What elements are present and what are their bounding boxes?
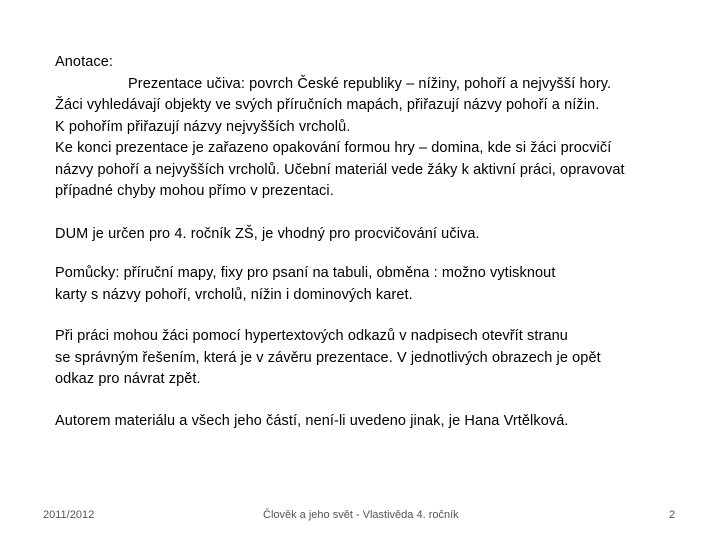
aids-line: karty s názvy pohoří, vrcholů, nížin i dominových karet.: [55, 286, 413, 303]
annotation-line: Ke konci prezentace je zařazeno opakování formou hry – domina, kde si žáci procvičí: [55, 140, 612, 156]
hyperlinks-line: se správným řešením, která je v závěru prezentace. V jednotlivých obrazech je opět: [55, 349, 601, 366]
annotation-line: Prezentace učiva: povrch České republiky – nížiny, pohoří a nejvyšší hory.: [128, 75, 612, 92]
target-section: [55, 224, 695, 246]
annotation-line: Žáci vyhledávají objekty ve svých příručních mapách, přiřazují názvy pohoří a nížin.: [55, 97, 600, 113]
annotation-line: názvy pohoří a nejvyšších vrcholů. Učební materiál vede žáky k aktivní práci, opravovat: [55, 161, 625, 178]
annotation-line: případné chyby mohou přímo v prezentaci.: [55, 183, 334, 199]
author-section: [55, 411, 695, 433]
annotation-section: [55, 52, 695, 203]
slide-body: [55, 52, 695, 432]
hyperlinks-section: [55, 326, 695, 391]
footer-title: Člověk a jeho svět - Vlastivěda 4. ročník: [263, 509, 459, 521]
aids-line: Pomůcky: příruční mapy, fixy pro psaní na tabuli, obměna : možno vytisknout: [55, 265, 556, 281]
author-line: Autorem materiálu a všech jeho částí, není-li uvedeno jinak, je Hana Vrtělková.: [55, 412, 569, 429]
aids-section: [55, 263, 695, 306]
annotation-line: K pohořím přiřazují názvy nejvyšších vrcholů.: [55, 118, 351, 135]
annotation-heading: Anotace:: [55, 54, 114, 70]
hyperlinks-line: Při práci mohou žáci pomocí hypertextových odkazů v nadpisech otevřít stranu: [55, 328, 568, 344]
hyperlinks-line: odkaz pro návrat zpět.: [55, 371, 201, 387]
footer-date: 2011/2012: [43, 509, 95, 521]
footer-page-number: 2: [669, 509, 676, 521]
target-line: DUM je určen pro 4. ročník ZŠ, je vhodný pro procvičování učiva.: [55, 225, 480, 242]
